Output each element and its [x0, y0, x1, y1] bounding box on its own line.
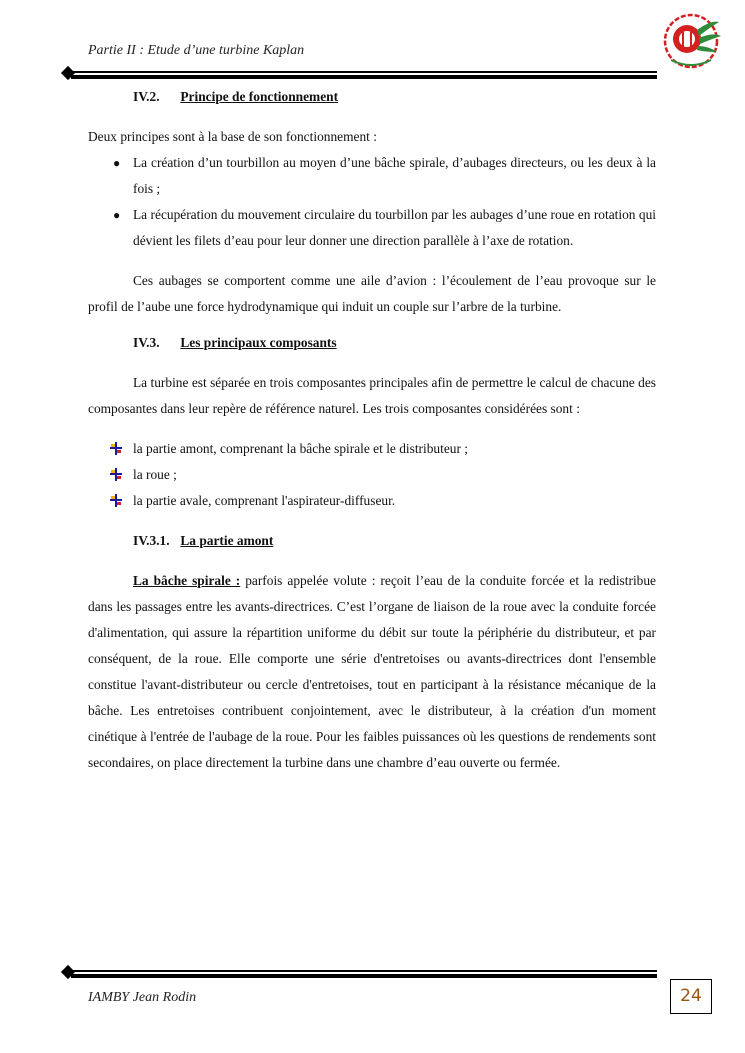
- heading-title: La partie amont: [180, 533, 274, 548]
- heading-iv-3-1: [88, 528, 656, 554]
- heading-iv-2: [88, 84, 656, 110]
- intro-paragraph: Deux principes sont à la base de son fonctionnement :: [88, 129, 377, 144]
- heading-number: IV.3.: [133, 335, 160, 350]
- heading-iv-3: [88, 330, 656, 356]
- bullet-icon: ●: [113, 208, 121, 222]
- principles-list: [88, 150, 656, 254]
- list-item: la partie amont, comprenant la bâche spirale et le distributeur ;: [88, 436, 656, 462]
- arrow-marker-icon: [110, 468, 122, 481]
- page-content: [88, 84, 656, 776]
- paragraph: La turbine est séparée en trois composantes principales afin de permettre le calcul de chacune des composantes dans leur repère de référence naturel. Les trois composantes considérées sont :: [88, 375, 656, 416]
- university-logo-icon: [659, 12, 723, 70]
- arrow-marker-icon: [110, 494, 122, 507]
- list-item: la partie avale, comprenant l'aspirateur-diffuseur.: [88, 488, 656, 514]
- list-item: la roue ;: [88, 462, 656, 488]
- list-item: ● La récupération du mouvement circulaire du tourbillon par les aubages d’une roue en rotation qui dévient les filets d’eau pour leur donner une direction parallèle à l’axe de rotation.: [88, 202, 656, 254]
- bullet-icon: ●: [113, 156, 121, 170]
- arrow-marker-icon: [110, 442, 122, 455]
- footer-rule: [61, 967, 657, 979]
- heading-number: IV.3.1.: [133, 533, 170, 548]
- components-list: [88, 436, 656, 514]
- paragraph: La bâche spirale : parfois appelée volute : reçoit l’eau de la conduite forcée et la redistribue dans les passages entre les avants-directrices. C’est l’organe de liaison de la roue avec la conduite forcée d'alimentation, qui assure la répartition uniforme du débit sur toute la périphérie du distributeur, et par conséquent, de la roue. Elle comporte une série d'entretoises ou avants-directrices dont l'ensemble constitue l'avant-distributeur ou cercle d'entretoises, tout en participant à la résistance mécanique de la bâche. Les entretoises contribuent conjointement, avec le distributeur, à la création d'un moment cinétique à l'entrée de l'aubage de la roue. Pour les faibles puissances où les questions de rendements sont secondaires, on place directement la turbine dans une chambre d’eau ouverte ou fermée.: [88, 573, 657, 770]
- term: La bâche spirale :: [133, 573, 241, 588]
- footer-author: IAMBY Jean Rodin: [88, 990, 197, 1005]
- header-rule: [61, 68, 657, 80]
- heading-number: IV.2.: [133, 89, 160, 104]
- header-title: Partie II : Etude d’une turbine Kaplan: [88, 43, 305, 58]
- paragraph: Ces aubages se comportent comme une aile d’avion : l’écoulement de l’eau provoque sur le profil de l’aube une force hydrodynamique qui induit un couple sur l’arbre de la turbine.: [88, 273, 656, 314]
- page-number: 24: [670, 979, 712, 1014]
- heading-title: Les principaux composants: [180, 335, 337, 350]
- list-item: ● La création d’un tourbillon au moyen d’une bâche spirale, d’aubages directeurs, ou les deux à la fois ;: [88, 150, 656, 202]
- heading-title: Principe de fonctionnement: [180, 89, 339, 104]
